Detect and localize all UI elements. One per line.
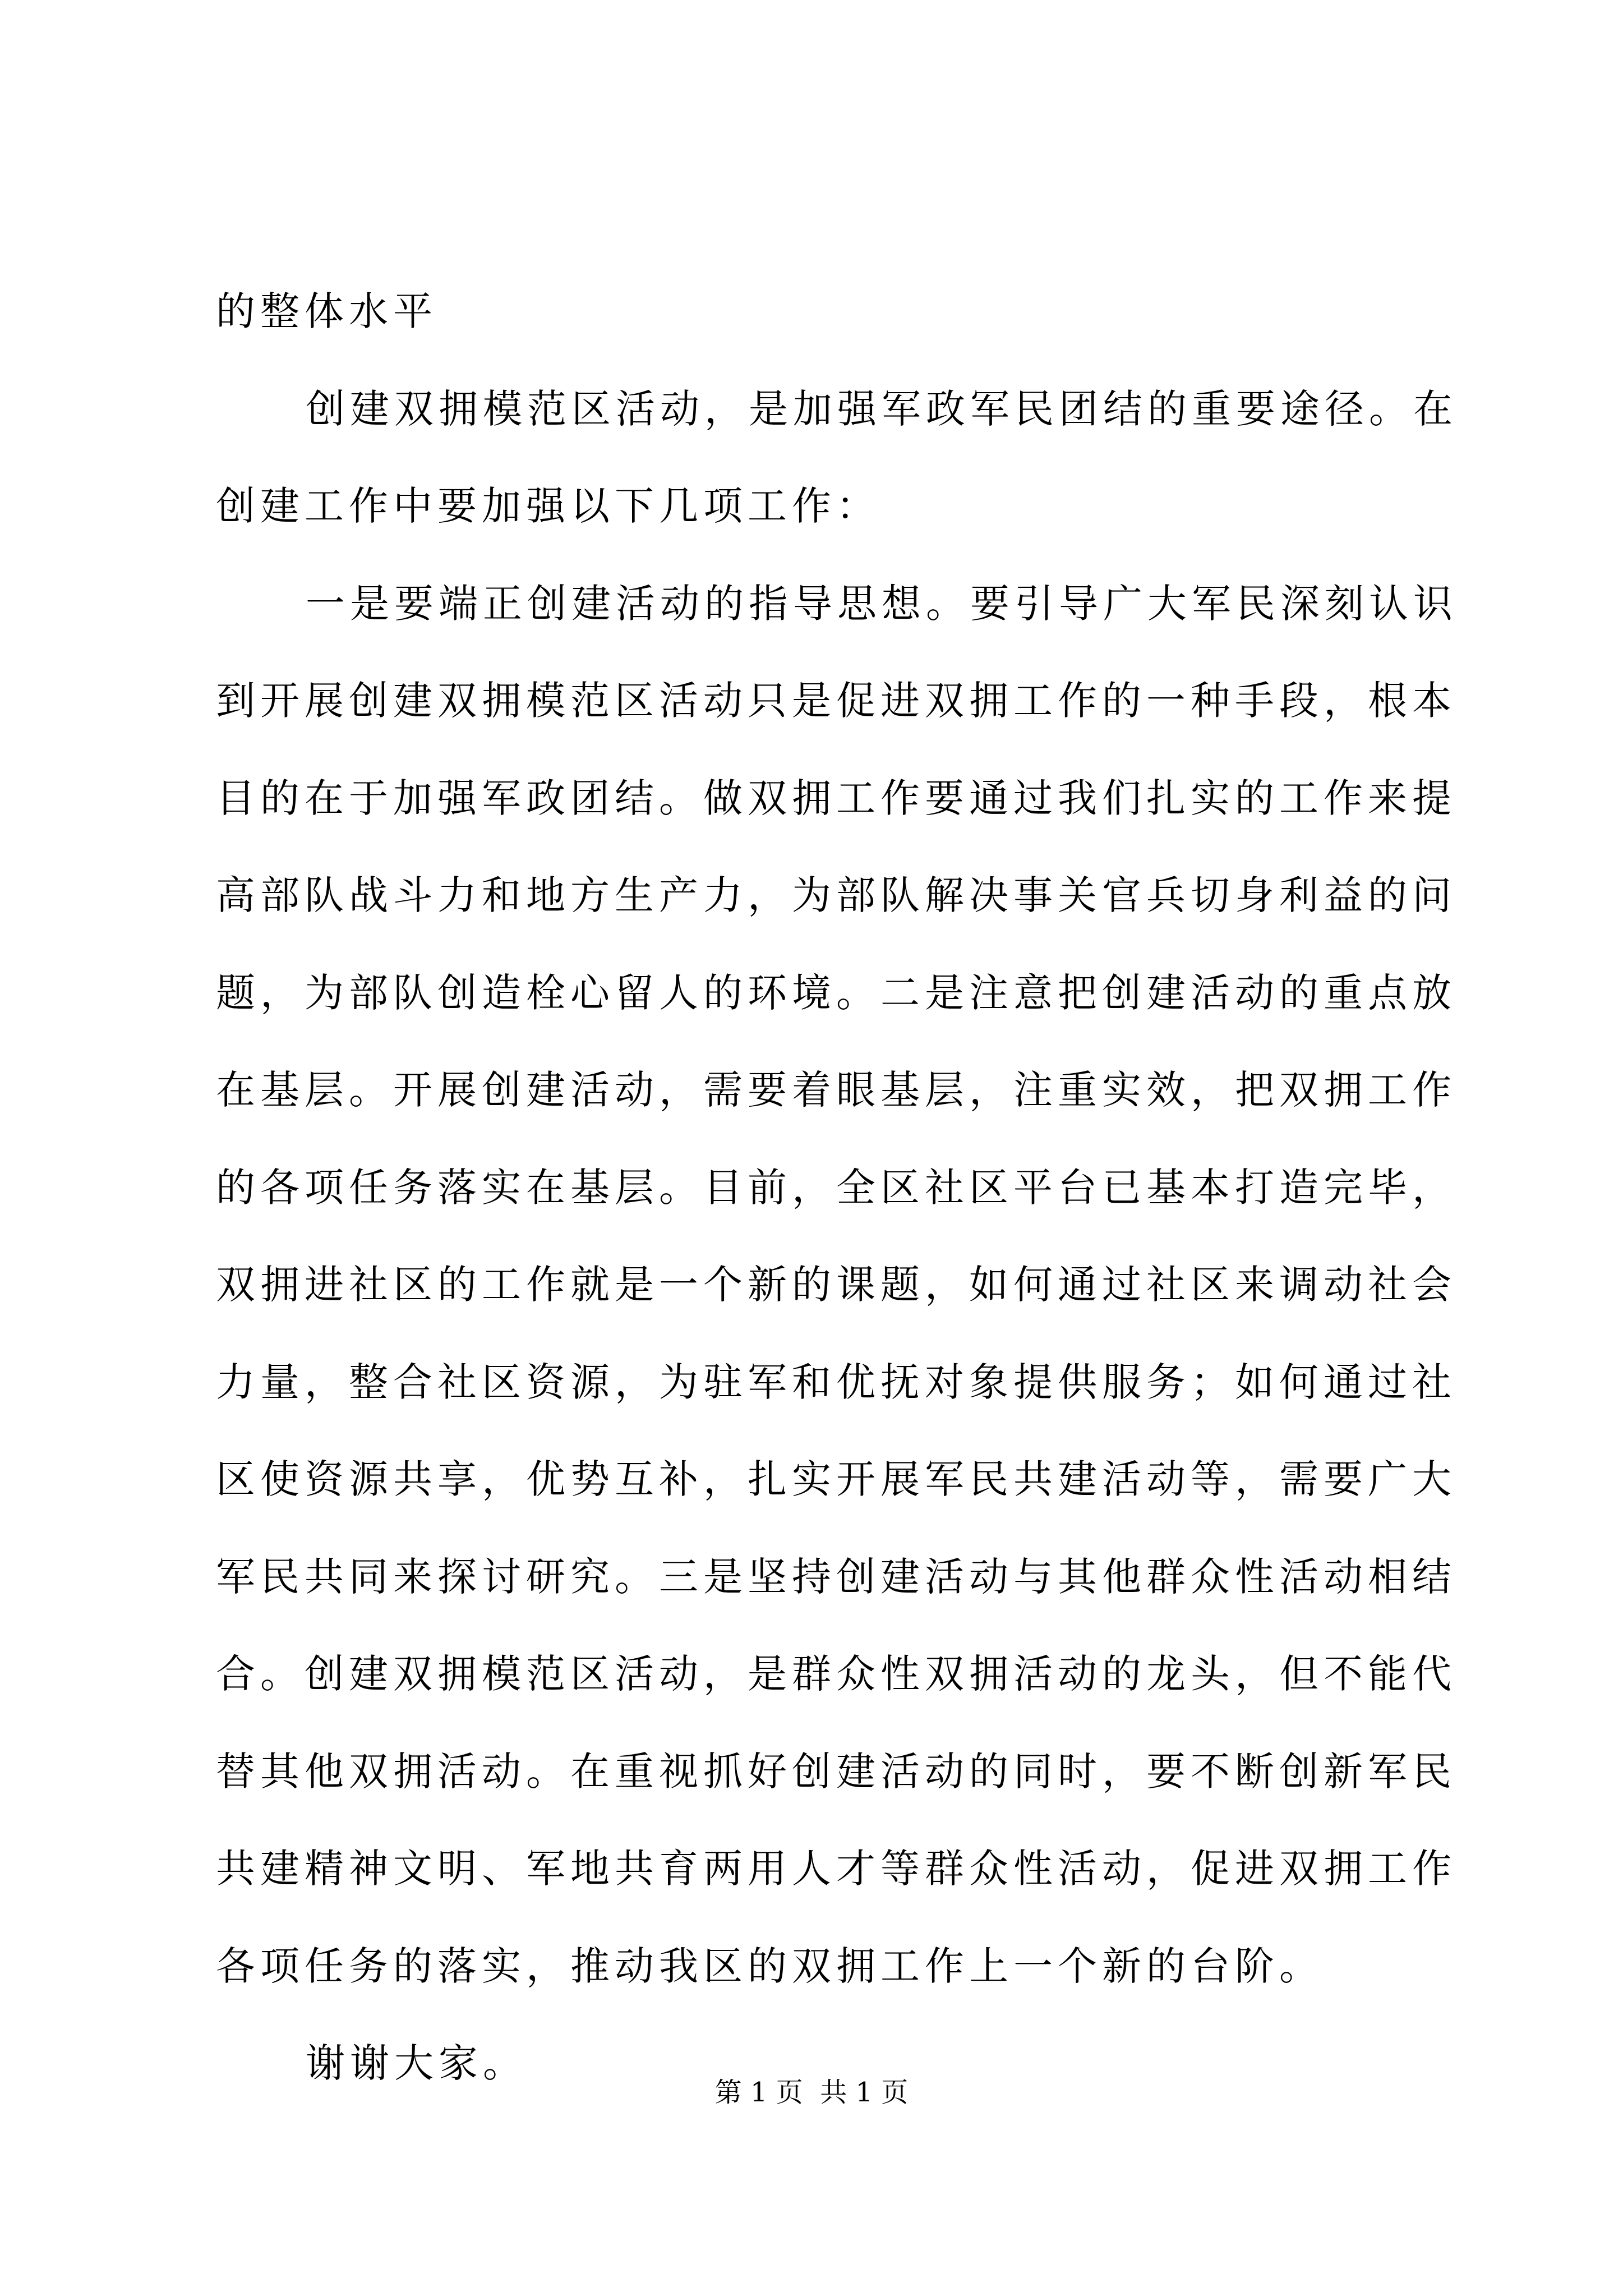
text-line-content: 区使资源共享，优势互补，扎实开展军民共建活动等，需要广大 <box>216 1456 1456 1502</box>
text-line-content: 题，为部队创造栓心留人的环境。二是注意把创建活动的重点放 <box>216 969 1456 1016</box>
text-line-content: 高部队战斗力和地方生产力，为部队解决事关官兵切身利益的问 <box>216 872 1456 918</box>
text-line-content: 创建双拥模范区活动，是加强军政军民团结的重要途径。在 <box>306 385 1458 432</box>
text-line-content: 合。创建双拥模范区活动，是群众性双拥活动的龙头，但不能代 <box>216 1651 1456 1697</box>
text-line-content: 的整体水平 <box>216 288 437 334</box>
text-line <box>216 1262 1456 1363</box>
text-line <box>216 1748 1456 1849</box>
text-line <box>216 288 1410 389</box>
text-line <box>216 872 1456 973</box>
page-number-label: 第 1 页 共 1 页 <box>714 2077 909 2108</box>
text-line-content: 一是要端正创建活动的指导思想。要引导广大军民深刻认识 <box>306 580 1458 627</box>
page-footer <box>0 2076 1623 2109</box>
paragraph-first-line <box>216 385 1458 487</box>
text-line <box>216 1553 1456 1655</box>
text-line <box>216 775 1456 876</box>
text-line <box>216 1651 1456 1752</box>
text-line <box>216 1359 1456 1460</box>
document-body <box>216 288 1458 2141</box>
text-line <box>216 1456 1456 1557</box>
text-line <box>216 1846 1456 1947</box>
text-line-content: 到开展创建双拥模范区活动只是促进双拥工作的一种手段，根本 <box>216 678 1456 724</box>
text-line-content: 力量，整合社区资源，为驻军和优抚对象提供服务；如何通过社 <box>216 1359 1456 1405</box>
text-line-content: 谢谢大家。 <box>306 2040 527 2086</box>
text-line-content: 共建精神文明、军地共育两用人才等群众性活动，促进双拥工作 <box>216 1846 1456 1892</box>
text-line-content: 创建工作中要加强以下几项工作： <box>216 483 880 529</box>
text-line-content: 在基层。开展创建活动，需要着眼基层，注重实效，把双拥工作 <box>216 1067 1456 1113</box>
text-line-content: 的各项任务落实在基层。目前，全区社区平台已基本打造完毕， <box>216 1164 1456 1211</box>
text-line-content: 目的在于加强军政团结。做双拥工作要通过我们扎实的工作来提 <box>216 775 1456 821</box>
paragraph-first-line <box>216 580 1458 682</box>
text-line-content: 各项任务的落实，推动我区的双拥工作上一个新的台阶。 <box>216 1943 1324 1989</box>
text-line <box>216 969 1456 1071</box>
text-line <box>216 1067 1456 1168</box>
text-line-content: 替其他双拥活动。在重视抓好创建活动的同时，要不断创新军民 <box>216 1748 1456 1795</box>
text-line <box>216 678 1456 779</box>
text-line <box>216 483 1410 584</box>
text-line <box>216 1943 1410 2044</box>
text-line <box>216 1164 1456 1266</box>
text-line-content: 双拥进社区的工作就是一个新的课题，如何通过社区来调动社会 <box>216 1262 1456 1308</box>
text-line-content: 军民共同来探讨研究。三是坚持创建活动与其他群众性活动相结 <box>216 1553 1456 1600</box>
